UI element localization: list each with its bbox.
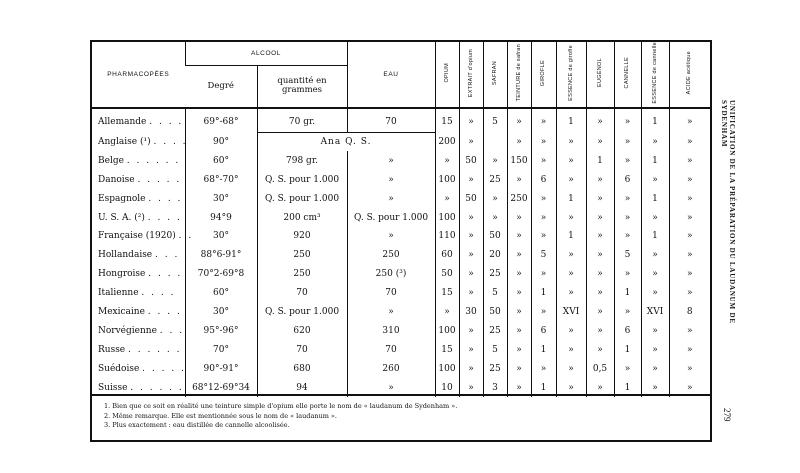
cell-ess_gir: » <box>556 321 586 340</box>
row-label <box>92 170 185 189</box>
cell-opium: 200 <box>435 132 459 151</box>
cell-safran: 25 <box>483 170 507 189</box>
cell-safran: » <box>483 189 507 208</box>
header-acide: ACIDE acétique <box>669 42 710 108</box>
cell-extrait: » <box>459 378 483 397</box>
cell-degre: 30° <box>185 227 257 246</box>
cell-safran: 25 <box>483 265 507 284</box>
cell-ess_gir: » <box>556 132 586 151</box>
header-cannelle: CANNELLE <box>614 42 641 108</box>
table-row <box>92 189 710 208</box>
leader-dots: . . . . <box>147 307 182 317</box>
cell-ess_can: » <box>641 132 669 151</box>
cell-degre: 60° <box>185 284 257 303</box>
cell-cannelle: » <box>614 265 641 284</box>
cell-eugenol: 1 <box>586 151 614 170</box>
leader-dots: . . . <box>159 325 185 336</box>
header-opium: OPIUM <box>435 42 459 108</box>
cell-cannelle: » <box>614 208 641 227</box>
table-row <box>92 151 710 170</box>
cell-eugenol: » <box>586 246 614 265</box>
cell-cannelle: » <box>614 303 641 322</box>
row-label <box>92 108 185 132</box>
cell-teinture: » <box>507 284 531 303</box>
cell-ess_gir: 1 <box>556 189 586 208</box>
cell-eugenol: » <box>586 170 614 189</box>
cell-ess_can: 1 <box>641 108 669 132</box>
cell-cannelle: » <box>614 108 641 132</box>
leader-dots: . . . . <box>153 136 188 147</box>
cell-opium: 10 <box>435 378 459 397</box>
cell-degre: 68°12-69°34 <box>185 378 257 397</box>
table-frame <box>90 40 712 442</box>
cell-ess_gir: 1 <box>556 108 586 132</box>
cell-qte: Q. S. pour 1.000 <box>257 170 347 189</box>
cell-ess_gir: 1 <box>556 227 586 246</box>
table-row <box>92 246 710 265</box>
cell-acide: » <box>669 359 710 378</box>
cell-qte: 250 <box>257 265 347 284</box>
cell-degre: 30° <box>185 189 257 208</box>
cell-eau: 260 <box>347 359 435 378</box>
cell-ess_can: » <box>641 321 669 340</box>
cell-degre: 70° <box>185 340 257 359</box>
cell-ess_gir: » <box>556 246 586 265</box>
laudanum-table <box>92 42 710 397</box>
cell-acide: » <box>669 151 710 170</box>
header-safran: SAFRAN <box>483 42 507 108</box>
cell-girofle: 6 <box>531 170 556 189</box>
cell-eugenol: » <box>586 378 614 397</box>
leader-dots: . . . . . . <box>130 382 184 393</box>
leader-dots: . . . . <box>147 212 182 223</box>
running-title: UNIFICATION DE LA PRÉPARATION DU LAUDANUM DE SYDENHAM <box>720 100 736 324</box>
cell-extrait: 30 <box>459 303 483 322</box>
table-row <box>92 359 710 378</box>
cell-acide: » <box>669 132 710 151</box>
header-pharmacopees: PHARMACOPÉES <box>92 42 185 108</box>
cell-girofle: » <box>531 227 556 246</box>
pharmacopee-name: Hollandaise <box>98 250 153 261</box>
cell-safran: 20 <box>483 246 507 265</box>
row-label <box>92 321 185 340</box>
cell-teinture: » <box>507 170 531 189</box>
cell-teinture: » <box>507 108 531 132</box>
cell-qte: Q. S. pour 1.000 <box>257 189 347 208</box>
cell-opium: 100 <box>435 321 459 340</box>
row-label <box>92 246 190 265</box>
pharmacopee-name: Française (1920) <box>98 231 176 242</box>
cell-opium: » <box>435 151 459 170</box>
pharmacopee-name: Allemande <box>98 117 147 128</box>
cell-opium: 60 <box>435 246 459 265</box>
cell-safran: 50 <box>483 227 507 246</box>
pharmacopee-name: Anglaise (¹) <box>98 136 151 147</box>
cell-teinture: » <box>507 246 531 265</box>
leader-dots: . . . . . . <box>128 344 182 355</box>
cell-degre: 70°2-69°8 <box>185 265 257 284</box>
header-teinture: TEINTURE de safran <box>507 42 531 108</box>
pharmacopee-name: Italienne <box>98 288 139 299</box>
cell-opium: 15 <box>435 108 459 132</box>
row-label <box>92 303 185 322</box>
cell-opium: 100 <box>435 208 459 227</box>
cell-qte: 70 <box>257 284 347 303</box>
pharmacopee-name: Suédoise <box>98 363 140 374</box>
leader-dots: . . . . . <box>137 174 182 185</box>
cell-eau: » <box>347 189 435 208</box>
leader-dots: . . . . <box>141 288 176 299</box>
cell-degre: 60° <box>185 151 257 170</box>
cell-eugenol: » <box>586 189 614 208</box>
cell-qte: 620 <box>257 321 347 340</box>
cell-ess_can: XVI <box>641 303 669 322</box>
cell-extrait: » <box>459 246 483 265</box>
row-label <box>92 189 185 208</box>
cell-girofle: » <box>531 108 556 132</box>
cell-extrait: » <box>459 132 483 151</box>
cell-opium: 100 <box>435 359 459 378</box>
cell-acide: » <box>669 265 710 284</box>
cell-eugenol: » <box>586 208 614 227</box>
cell-teinture: » <box>507 303 531 322</box>
cell-ess_can: » <box>641 359 669 378</box>
header-alcool: ALCOOL <box>185 42 347 65</box>
cell-eugenol: » <box>586 321 614 340</box>
cell-girofle: » <box>531 132 556 151</box>
cell-degre: 95°-96° <box>185 321 257 340</box>
cell-cannelle: » <box>614 359 641 378</box>
cell-qte: 920 <box>257 227 347 246</box>
cell-girofle: » <box>531 189 556 208</box>
cell-qte: 94 <box>257 378 347 397</box>
cell-teinture: » <box>507 321 531 340</box>
cell-degre: 90° <box>185 132 257 151</box>
leader-dots: . . <box>178 231 194 242</box>
cell-acide: » <box>669 246 710 265</box>
cell-eau: Q. S. pour 1.000 <box>347 208 435 227</box>
cell-girofle: » <box>531 303 556 322</box>
cell-extrait: » <box>459 359 483 378</box>
footnote-1: 1. Bien que ce soit en réalité une teinture simple d'opium elle porte le nom de « laudanum de Sydenham ». <box>104 402 458 410</box>
leader-dots: . . . . . . <box>126 155 181 166</box>
cell-eugenol: » <box>586 284 614 303</box>
pharmacopee-name: Russe <box>98 344 126 355</box>
pharmacopee-name: Mexicaine <box>98 307 145 317</box>
pharmacopee-name: Norvégienne <box>98 325 157 336</box>
cell-eau: » <box>347 303 435 322</box>
leader-dots: . . . . <box>155 250 190 261</box>
cell-cannelle: 1 <box>614 378 641 397</box>
cell-extrait: » <box>459 208 483 227</box>
leader-dots: . . . . <box>148 193 183 204</box>
cell-extrait: » <box>459 284 483 303</box>
cell-ess_can: » <box>641 284 669 303</box>
table-row <box>92 208 710 227</box>
cell-teinture: » <box>507 227 531 246</box>
cell-eugenol: » <box>586 303 614 322</box>
table-row <box>92 340 710 359</box>
cell-eugenol: » <box>586 132 614 151</box>
cell-extrait: » <box>459 321 483 340</box>
cell-acide: » <box>669 321 710 340</box>
table-row <box>92 265 710 284</box>
header-eau: EAU <box>347 42 435 108</box>
cell-qte: 70 gr. <box>257 108 347 132</box>
cell-cannelle: 1 <box>614 340 641 359</box>
cell-acide: » <box>669 340 710 359</box>
cell-qte: 250 <box>257 246 347 265</box>
row-label <box>92 151 185 170</box>
cell-teinture: » <box>507 132 531 151</box>
cell-acide: » <box>669 227 710 246</box>
cell-acide: » <box>669 189 710 208</box>
cell-teinture: » <box>507 208 531 227</box>
cell-degre: 69°-68° <box>185 108 257 132</box>
cell-cannelle: 6 <box>614 321 641 340</box>
pharmacopee-name: Suisse <box>98 382 128 393</box>
cell-opium: 100 <box>435 170 459 189</box>
leader-dots: . . . . <box>148 269 183 280</box>
cell-cannelle: » <box>614 189 641 208</box>
cell-cannelle: » <box>614 151 641 170</box>
row-label <box>92 132 188 151</box>
cell-ess_can: » <box>641 170 669 189</box>
ana-qs-text: Ana Q. S. <box>320 136 372 147</box>
cell-eugenol: 0,5 <box>586 359 614 378</box>
cell-safran: » <box>483 151 507 170</box>
cell-ess_gir: » <box>556 378 586 397</box>
cell-extrait: » <box>459 108 483 132</box>
cell-teinture: » <box>507 359 531 378</box>
cell-qte: 798 gr. <box>257 151 347 170</box>
cell-cannelle: » <box>614 132 641 151</box>
cell-safran: 3 <box>483 378 507 397</box>
row-label <box>92 208 185 227</box>
cell-teinture: » <box>507 340 531 359</box>
table-body <box>92 108 710 397</box>
table-row <box>92 227 710 246</box>
pharmacopee-name: Danoise <box>98 174 135 185</box>
cell-ess_gir: » <box>556 265 586 284</box>
cell-opium: 50 <box>435 265 459 284</box>
pharmacopee-name: Belge <box>98 155 124 166</box>
cell-eau: 70 <box>347 340 435 359</box>
cell-acide: » <box>669 284 710 303</box>
cell-girofle: 1 <box>531 378 556 397</box>
cell-eugenol: » <box>586 108 614 132</box>
row-label <box>92 340 185 359</box>
cell-opium: 15 <box>435 284 459 303</box>
cell-degre: 68°-70° <box>185 170 257 189</box>
cell-opium: » <box>435 189 459 208</box>
cell-ess_can: 1 <box>641 151 669 170</box>
cell-extrait: » <box>459 227 483 246</box>
table-row <box>92 170 710 189</box>
cell-teinture: » <box>507 378 531 397</box>
header-quantite: quantité en grammes <box>257 65 347 108</box>
table-row <box>92 321 710 340</box>
cell-ess_gir: » <box>556 151 586 170</box>
cell-acide: » <box>669 170 710 189</box>
row-label <box>92 284 185 303</box>
cell-eau: 310 <box>347 321 435 340</box>
cell-eau: 250 <box>347 246 435 265</box>
cell-acide: » <box>669 208 710 227</box>
cell-cannelle: 1 <box>614 284 641 303</box>
leader-dots: . . . . . <box>142 363 186 374</box>
pharmacopee-name: U. S. A. (²) <box>98 212 145 223</box>
header-degre: Degré <box>185 65 257 108</box>
cell-degre: 30° <box>185 303 257 322</box>
table-row <box>92 108 710 132</box>
cell-extrait: » <box>459 170 483 189</box>
row-label <box>92 227 194 246</box>
cell-cannelle: 6 <box>614 170 641 189</box>
cell-ess_can: » <box>641 265 669 284</box>
cell-safran <box>483 132 507 151</box>
cell-girofle: 5 <box>531 246 556 265</box>
header-essence-cannelle: ESSENCE de cannelle <box>641 42 669 108</box>
header-essence-girofle: ESSENCE de girofle <box>556 42 586 108</box>
cell-girofle: 6 <box>531 321 556 340</box>
header-girofle: GIROFLE <box>531 42 556 108</box>
cell-teinture: 250 <box>507 189 531 208</box>
row-label <box>92 265 185 284</box>
cell-ess_gir: » <box>556 284 586 303</box>
header-extrait: EXTRAIT d'opium <box>459 42 483 108</box>
cell-girofle: » <box>531 208 556 227</box>
ana-qs-cell <box>257 132 435 151</box>
row-label <box>92 359 185 378</box>
cell-safran: » <box>483 208 507 227</box>
cell-girofle: » <box>531 151 556 170</box>
cell-opium: » <box>435 303 459 322</box>
cell-qte: 680 <box>257 359 347 378</box>
cell-cannelle: 5 <box>614 246 641 265</box>
cell-acide: 8 <box>669 303 710 322</box>
cell-girofle: » <box>531 359 556 378</box>
cell-eau: 70 <box>347 108 435 132</box>
cell-eau: 70 <box>347 284 435 303</box>
cell-safran: 5 <box>483 284 507 303</box>
table-row <box>92 284 710 303</box>
cell-teinture: » <box>507 265 531 284</box>
cell-ess_can: » <box>641 208 669 227</box>
pharmacopee-name: Hongroise <box>98 269 146 280</box>
header-eugenol: EUGÉNOL <box>586 42 614 108</box>
cell-ess_gir: » <box>556 359 586 378</box>
leader-dots: . . . . <box>149 117 184 128</box>
cell-ess_gir: » <box>556 340 586 359</box>
cell-safran: 5 <box>483 108 507 132</box>
footnote-3: 3. Plus exactement : eau distillée de cannelle alcoolisée. <box>104 421 290 429</box>
cell-ess_can: » <box>641 378 669 397</box>
cell-eau: » <box>347 378 435 397</box>
cell-cannelle: » <box>614 227 641 246</box>
cell-extrait: » <box>459 340 483 359</box>
cell-ess_can: 1 <box>641 189 669 208</box>
cell-qte: 70 <box>257 340 347 359</box>
cell-safran: 25 <box>483 359 507 378</box>
cell-eau: 250 (³) <box>347 265 435 284</box>
cell-safran: 5 <box>483 340 507 359</box>
cell-girofle: 1 <box>531 284 556 303</box>
footnote-2: 2. Même remarque. Elle est mentionnée sous le nom de « laudanum ». <box>104 411 337 420</box>
table-row <box>92 303 710 322</box>
cell-acide: » <box>669 378 710 397</box>
footnotes <box>92 394 710 431</box>
cell-eugenol: » <box>586 340 614 359</box>
cell-ess_can: » <box>641 246 669 265</box>
cell-extrait: 50 <box>459 189 483 208</box>
cell-extrait: » <box>459 265 483 284</box>
cell-acide: » <box>669 108 710 132</box>
cell-eau: » <box>347 151 435 170</box>
cell-qte: Q. S. pour 1.000 <box>257 303 347 322</box>
cell-girofle: 1 <box>531 340 556 359</box>
cell-safran: 25 <box>483 321 507 340</box>
cell-ess_gir: XVI <box>556 303 586 322</box>
cell-qte: 200 cm³ <box>257 208 347 227</box>
cell-safran: 50 <box>483 303 507 322</box>
cell-degre: 94°9 <box>185 208 257 227</box>
cell-degre: 88°6-91° <box>185 246 257 265</box>
pharmacopee-name: Espagnole <box>98 193 146 204</box>
cell-teinture: 150 <box>507 151 531 170</box>
cell-eugenol: » <box>586 265 614 284</box>
cell-ess_can: 1 <box>641 227 669 246</box>
cell-ess_gir: » <box>556 208 586 227</box>
cell-opium: 110 <box>435 227 459 246</box>
cell-girofle: » <box>531 265 556 284</box>
cell-ess_gir: » <box>556 170 586 189</box>
cell-eugenol: » <box>586 227 614 246</box>
page-number: 279 <box>722 408 732 422</box>
cell-ess_can: » <box>641 340 669 359</box>
cell-extrait: 50 <box>459 151 483 170</box>
table-row <box>92 132 710 151</box>
cell-eau: » <box>347 170 435 189</box>
cell-eau: » <box>347 227 435 246</box>
cell-degre: 90°-91° <box>185 359 257 378</box>
cell-opium: 15 <box>435 340 459 359</box>
